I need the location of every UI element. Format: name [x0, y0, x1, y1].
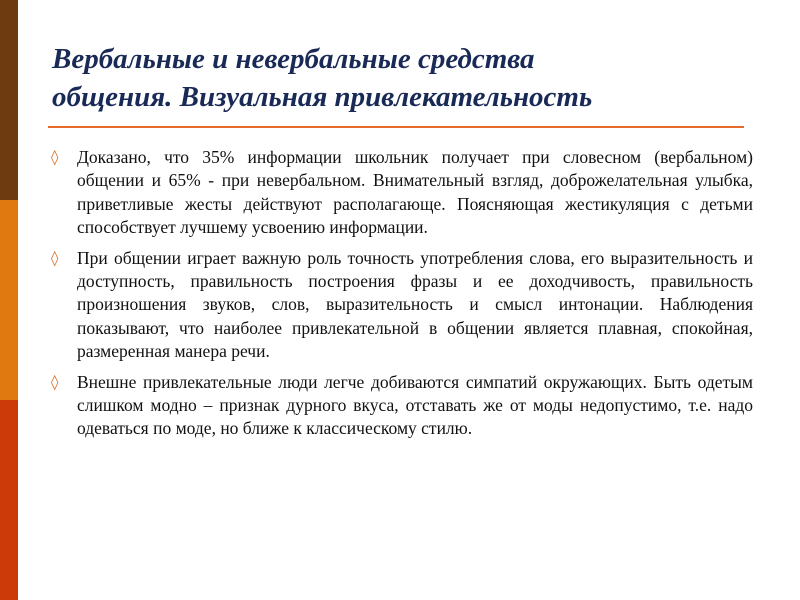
bullet-item: [48, 247, 753, 364]
bullet-text: Внешне привлекательные люди легче добиваются симпатий окружающих. Быть одетым слишком модно – признак дурного вкуса, отставать же от моды недопустимо, т.е. надо одеваться по моде, но ближе к классическому стилю.: [77, 371, 753, 439]
bullet-text: При общении играет важную роль точность употребления слова, его выразительность и доступность, правильность построения фразы и ее доходчивость, правильность произношения звуков, слов, выразительность и смысл интонации. Наблюдения показывают, что наиболее привлекательной в общении является плавная, спокойная, размеренная манера речи.: [77, 247, 753, 362]
diamond-bullet-icon: ◊: [51, 148, 59, 166]
bullet-item: [48, 371, 753, 441]
bullet-item: [48, 146, 753, 240]
side-bar-middle: [0, 200, 18, 400]
slide-title-line-1: Вербальные и невербальные средства: [52, 43, 535, 75]
bullet-text: Доказано, что 35% информации школьник получает при словесном (вербальном) общении и 65% - при невербальном. Внимательный взгляд, доброжелательная улыбка, приветливые жесты действуют располагающе. Поясняющая жестикуляция с детьми способствует лучшему усвоению информации.: [77, 147, 753, 238]
diamond-bullet-icon: ◊: [51, 248, 59, 267]
title-divider: [48, 126, 744, 128]
side-bar-bottom: [0, 400, 18, 600]
side-bar-top: [0, 0, 18, 200]
slide-title-line-2: общения. Визуальная привлекательность: [52, 81, 593, 113]
slide-title: [52, 40, 772, 116]
diamond-bullet-icon: ◊: [51, 372, 59, 391]
bullet-list: [48, 146, 753, 448]
